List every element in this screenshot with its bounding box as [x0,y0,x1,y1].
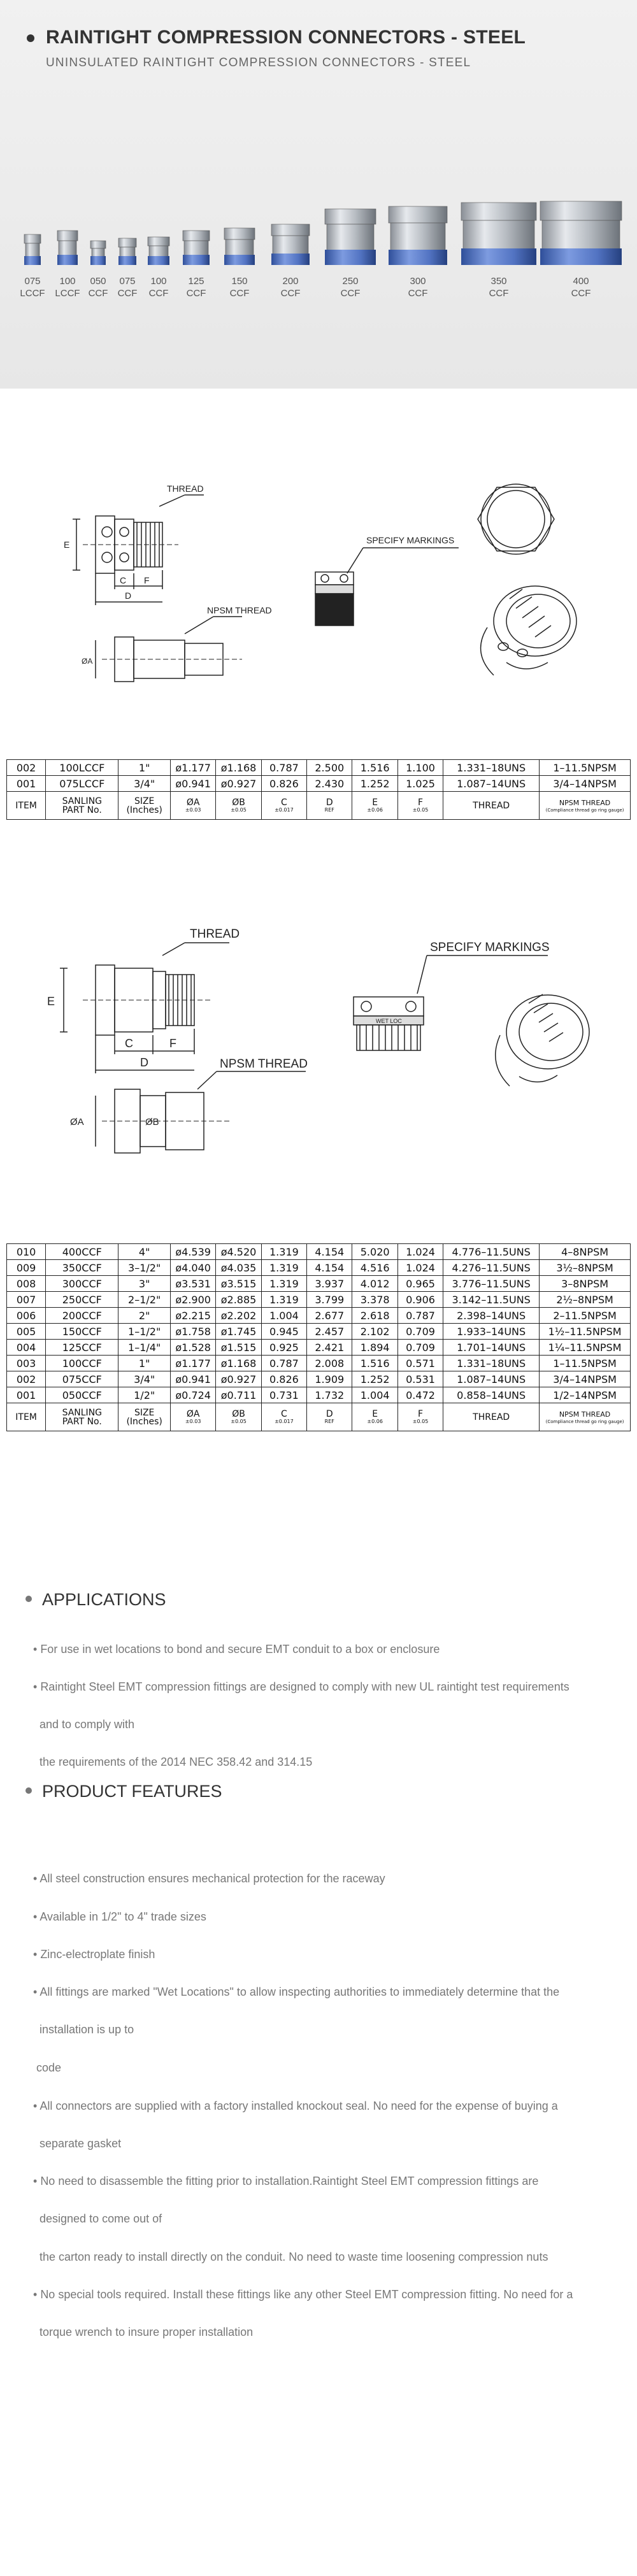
dim-d-label: D [140,1056,148,1069]
connector-100-lccf [57,231,78,265]
product-label: 050 CCF [88,276,108,299]
table-cell: 006 [7,1308,46,1324]
table-cell: 1.319 [261,1244,306,1260]
table-cell: 1.087–14UNS [443,1371,540,1387]
table-cell: 200CCF [46,1308,118,1324]
table-cell: ø1.168 [216,1356,261,1371]
table-cell: 0.787 [261,1356,306,1371]
table-cell: 010 [7,1244,46,1260]
thread-label: THREAD [190,927,240,941]
dim-e-label: E [47,995,55,1008]
table-cell: 4.154 [307,1244,352,1260]
table-cell: ø1.758 [170,1324,215,1340]
connector-200-ccf [271,224,310,265]
table-cell: 3.776–11.5UNS [443,1276,540,1292]
table-cell: 3" [118,1276,171,1292]
table-cell: 1" [118,1356,171,1371]
table-cell: 007 [7,1292,46,1308]
dim-a-label: ØA [70,1117,84,1127]
table-cell: 1.024 [397,1244,443,1260]
product-label: 100 CCF [148,276,169,299]
th-item: ITEM [7,792,46,820]
table-cell: 0.531 [397,1371,443,1387]
table-cell: 2.398–14UNS [443,1308,540,1324]
table-cell: 2.008 [307,1356,352,1371]
list-item-continuation: separate gasket [39,2137,122,2150]
table-cell: 1.252 [352,776,397,792]
table-cell: 0.709 [397,1324,443,1340]
table-cell: 3–8NPSM [540,1276,631,1292]
table-cell: ø1.528 [170,1340,215,1356]
product-label: 250 CCF [340,276,361,299]
list-item: • Available in 1/2" to 4" trade sizes [33,1910,206,1923]
dim-a-label: ØA [82,657,93,666]
table-cell: ø2.885 [216,1292,261,1308]
th-b: ØB ±0.05 [216,1403,261,1431]
table-cell: 2–1/2" [118,1292,171,1308]
product-label: 200 CCF [280,276,301,299]
connector-400-ccf [540,201,622,265]
table-cell: 2½–8NPSM [540,1292,631,1308]
th-npsm: NPSM THREAD (Compliance thread go ring gauge) [540,792,631,820]
bottom-view-drawing [96,617,242,682]
list-item: • For use in wet locations to bond and secure EMT conduit to a box or enclosure [33,1643,440,1656]
table-cell: 400CCF [46,1244,118,1260]
specify-markings-label: SPECIFY MARKINGS [366,535,455,545]
table-row [7,776,631,792]
table-cell: 1.331–18UNS [443,760,540,776]
table-cell: 1½–11.5NPSM [540,1324,631,1340]
npsm-thread-label: NPSM THREAD [220,1057,308,1071]
hero-banner [0,0,637,389]
table-cell: ø0.724 [170,1387,215,1403]
applications-heading: APPLICATIONS [25,1590,166,1610]
table-cell: 2.500 [307,760,352,776]
table-cell: 2.618 [352,1308,397,1324]
table-cell: 002 [7,760,46,776]
table-cell: 1–11.5NPSM [540,760,631,776]
table-cell: ø1.168 [216,760,261,776]
table-cell: 0.472 [397,1387,443,1403]
th-e: E ±0.06 [352,1403,397,1431]
table-cell: ø1.177 [170,760,215,776]
th-item: ITEM [7,1403,46,1431]
table-cell: 1.909 [307,1371,352,1387]
th-b: ØB ±0.05 [216,792,261,820]
th-thread: THREAD [443,1403,540,1431]
table-cell: ø1.745 [216,1324,261,1340]
table-cell: 005 [7,1324,46,1340]
table-cell: 3/4–14NPSM [540,776,631,792]
connector-350-ccf [461,203,536,265]
table-cell: 4" [118,1244,171,1260]
th-size: SIZE (Inches) [118,792,171,820]
dim-f-label: F [144,575,150,585]
table-cell: 1–11.5NPSM [540,1356,631,1371]
table-cell: 100CCF [46,1356,118,1371]
dim-e-label: E [64,540,70,550]
table-cell: ø2.202 [216,1308,261,1324]
product-features-heading: PRODUCT FEATURES [25,1782,222,1801]
list-item: • All fittings are marked "Wet Locations" to allow inspecting authorities to immediately determine that the [33,1986,560,1998]
th-a: ØA ±0.03 [170,792,215,820]
table-cell: ø1.515 [216,1340,261,1356]
technical-drawing-ccf [0,905,637,1223]
table-row [7,1276,631,1292]
table-cell: 1.319 [261,1260,306,1276]
table-cell: 1.004 [261,1308,306,1324]
table-cell: 1.933–14UNS [443,1324,540,1340]
thread-label: THREAD [167,483,204,494]
table-row [7,1356,631,1371]
page-subtitle: UNINSULATED RAINTIGHT COMPRESSION CONNECTORS - STEEL [46,56,471,69]
table-row [7,1244,631,1260]
th-c: C ±0.017 [261,1403,306,1431]
list-item-continuation: torque wrench to insure proper installation [39,2326,254,2338]
specify-markings-label: SPECIFY MARKINGS [430,941,550,954]
table-cell: 004 [7,1340,46,1356]
table-row [7,1387,631,1403]
table-cell: 3.799 [307,1292,352,1308]
table-cell: 1.894 [352,1340,397,1356]
marking-view-drawing [315,548,459,626]
table-cell: 3.142–11.5UNS [443,1292,540,1308]
bullet-dot [25,1787,32,1794]
table-cell: 1.087–14UNS [443,776,540,792]
table-row [7,760,631,776]
table-cell: 1.516 [352,760,397,776]
table-cell: 1.319 [261,1276,306,1292]
table-cell: 0.571 [397,1356,443,1371]
list-item-continuation: installation is up to [39,2023,134,2036]
table-cell: 1.100 [397,760,443,776]
table-cell: 1.701–14UNS [443,1340,540,1356]
table-cell: 0.826 [261,1371,306,1387]
list-item-continuation: the carton ready to install directly on the conduit. No need to waste time loosening compression nuts [39,2250,548,2263]
table-cell: 1.331–18UNS [443,1356,540,1371]
th-c: C ±0.017 [261,792,306,820]
table-cell: 1–1/2" [118,1324,171,1340]
connector-125-ccf [183,231,210,265]
th-npsm: NPSM THREAD (Compliance thread go ring gauge) [540,1403,631,1431]
table-cell: 1.004 [352,1387,397,1403]
table-cell: 4.012 [352,1276,397,1292]
bottom-view-drawing [96,1071,306,1153]
dim-c-label: C [120,575,127,585]
list-item-continuation: the requirements of the 2014 NEC 358.42 and 314.15 [39,1756,313,1768]
table-cell: 1.252 [352,1371,397,1387]
table-cell: 2" [118,1308,171,1324]
table-cell: 002 [7,1371,46,1387]
table-cell: 1–1/4" [118,1340,171,1356]
table-cell: 3/4" [118,776,171,792]
th-f: F ±0.05 [397,1403,443,1431]
connector-100-ccf [148,237,169,265]
list-item: • Raintight Steel EMT compression fittings are designed to comply with new UL raintight test requirements [33,1680,569,1693]
table-cell: 125CCF [46,1340,118,1356]
page-title: RAINTIGHT COMPRESSION CONNECTORS - STEEL [46,27,526,48]
table-cell: 3.937 [307,1276,352,1292]
table-cell: 3½–8NPSM [540,1260,631,1276]
product-label: 075 LCCF [20,276,45,299]
table-header-row [7,792,631,820]
dim-b-label: ØB [145,1117,159,1127]
th-d: D REF [307,792,352,820]
spec-table-ccf [6,1243,631,1431]
table-cell: ø3.515 [216,1276,261,1292]
table-cell: 001 [7,776,46,792]
table-cell: ø4.520 [216,1244,261,1260]
table-cell: 5.020 [352,1244,397,1260]
list-item: • All steel construction ensures mechanical protection for the raceway [33,1872,385,1885]
table-cell: 1¼–11.5NPSM [540,1340,631,1356]
product-label: 300 CCF [408,276,428,299]
table-cell: 250CCF [46,1292,118,1308]
list-item: • Zinc-electroplate finish [33,1948,155,1961]
dim-f-label: F [169,1037,176,1050]
table-cell: 4–8NPSM [540,1244,631,1260]
table-cell: 2–11.5NPSM [540,1308,631,1324]
th-d: D REF [307,1403,352,1431]
table-cell: 0.787 [397,1308,443,1324]
table-cell: 3/4–14NPSM [540,1371,631,1387]
table-cell: ø0.941 [170,776,215,792]
table-header-row [7,1403,631,1431]
top-view-drawing [478,484,554,554]
list-item-continuation: code [36,2061,62,2074]
th-e: E ±0.06 [352,792,397,820]
table-cell: 0.826 [261,776,306,792]
list-item: • No special tools required. Install these fittings like any other Steel EMT compression fitting. No need for a [33,2288,573,2301]
npsm-thread-label: NPSM THREAD [207,605,272,615]
table-row [7,1308,631,1324]
table-cell: 1.025 [397,776,443,792]
th-f: F ±0.05 [397,792,443,820]
table-cell: 3/4" [118,1371,171,1387]
table-cell: 1.024 [397,1260,443,1276]
table-cell: ø4.040 [170,1260,215,1276]
table-cell: 0.787 [261,760,306,776]
dim-d-label: D [125,590,132,601]
table-cell: 050CCF [46,1387,118,1403]
connector-075-lccf [24,234,41,265]
table-cell: 3.378 [352,1292,397,1308]
table-cell: 009 [7,1260,46,1276]
table-row [7,1292,631,1308]
side-view-drawing [60,943,229,1073]
table-cell: 0.709 [397,1340,443,1356]
wet-loc-marking: WET LOC [376,1018,402,1024]
isometric-view-drawing [481,586,576,675]
table-cell: 2.457 [307,1324,352,1340]
product-label: 150 CCF [229,276,250,299]
table-row [7,1260,631,1276]
list-item-continuation: designed to come out of [39,2212,162,2225]
th-thread: THREAD [443,792,540,820]
table-cell: 0.965 [397,1276,443,1292]
table-cell: ø0.927 [216,1371,261,1387]
table-cell: 4.276–11.5UNS [443,1260,540,1276]
product-label: 350 CCF [489,276,509,299]
table-cell: 2.677 [307,1308,352,1324]
table-cell: 3–1/2" [118,1260,171,1276]
table-cell: 0.731 [261,1387,306,1403]
side-view-drawing [73,495,204,605]
list-item-continuation: and to comply with [39,1718,135,1731]
product-label: 075 CCF [117,276,138,299]
table-cell: 2.102 [352,1324,397,1340]
dim-c-label: C [125,1037,133,1050]
connector-300-ccf [389,206,447,265]
table-cell: 001 [7,1387,46,1403]
isometric-view-drawing [496,994,589,1086]
connector-050-ccf [90,241,106,265]
table-cell: 1" [118,760,171,776]
table-cell: 0.925 [261,1340,306,1356]
table-row [7,1371,631,1387]
product-label: 125 CCF [186,276,206,299]
list-item: • No need to disassemble the fitting prior to installation.Raintight Steel EMT compression fittings are [33,2175,539,2187]
table-cell: ø2.900 [170,1292,215,1308]
th-part: SANLING PART No. [46,1403,118,1431]
table-cell: 1.516 [352,1356,397,1371]
table-cell: 1/2–14NPSM [540,1387,631,1403]
table-cell: 0.945 [261,1324,306,1340]
table-cell: ø0.711 [216,1387,261,1403]
table-cell: 2.430 [307,776,352,792]
table-cell: 0.858–14UNS [443,1387,540,1403]
connector-250-ccf [325,209,376,265]
th-part: SANLING PART No. [46,792,118,820]
table-cell: 150CCF [46,1324,118,1340]
table-row [7,1324,631,1340]
connector-150-ccf [224,228,255,265]
table-row [7,1340,631,1356]
table-cell: 008 [7,1276,46,1292]
bullet-dot [25,1596,32,1602]
product-label: 100 LCCF [55,276,80,299]
table-cell: ø4.539 [170,1244,215,1260]
product-lineup [0,0,637,389]
table-cell: 350CCF [46,1260,118,1276]
table-cell: 2.421 [307,1340,352,1356]
table-cell: ø1.177 [170,1356,215,1371]
table-cell: 1.732 [307,1387,352,1403]
table-cell: ø4.035 [216,1260,261,1276]
table-cell: 1/2" [118,1387,171,1403]
table-cell: 003 [7,1356,46,1371]
table-cell: 4.154 [307,1260,352,1276]
spec-table-lccf [6,759,631,820]
table-cell: 4.776–11.5UNS [443,1244,540,1260]
table-cell: 0.906 [397,1292,443,1308]
table-cell: 1.319 [261,1292,306,1308]
table-cell: ø0.941 [170,1371,215,1387]
table-cell: 075LCCF [46,776,118,792]
table-cell: 300CCF [46,1276,118,1292]
th-a: ØA ±0.03 [170,1403,215,1431]
table-cell: ø3.531 [170,1276,215,1292]
table-cell: 075CCF [46,1371,118,1387]
connector-075-ccf [118,238,136,265]
product-label: 400 CCF [571,276,591,299]
table-cell: 100LCCF [46,760,118,776]
table-cell: ø0.927 [216,776,261,792]
table-cell: ø2.215 [170,1308,215,1324]
table-cell: 4.516 [352,1260,397,1276]
marking-view-drawing [354,955,548,1050]
th-size: SIZE (Inches) [118,1403,171,1431]
list-item: • All connectors are supplied with a factory installed knockout seal. No need for the expense of buying a [33,2100,558,2112]
